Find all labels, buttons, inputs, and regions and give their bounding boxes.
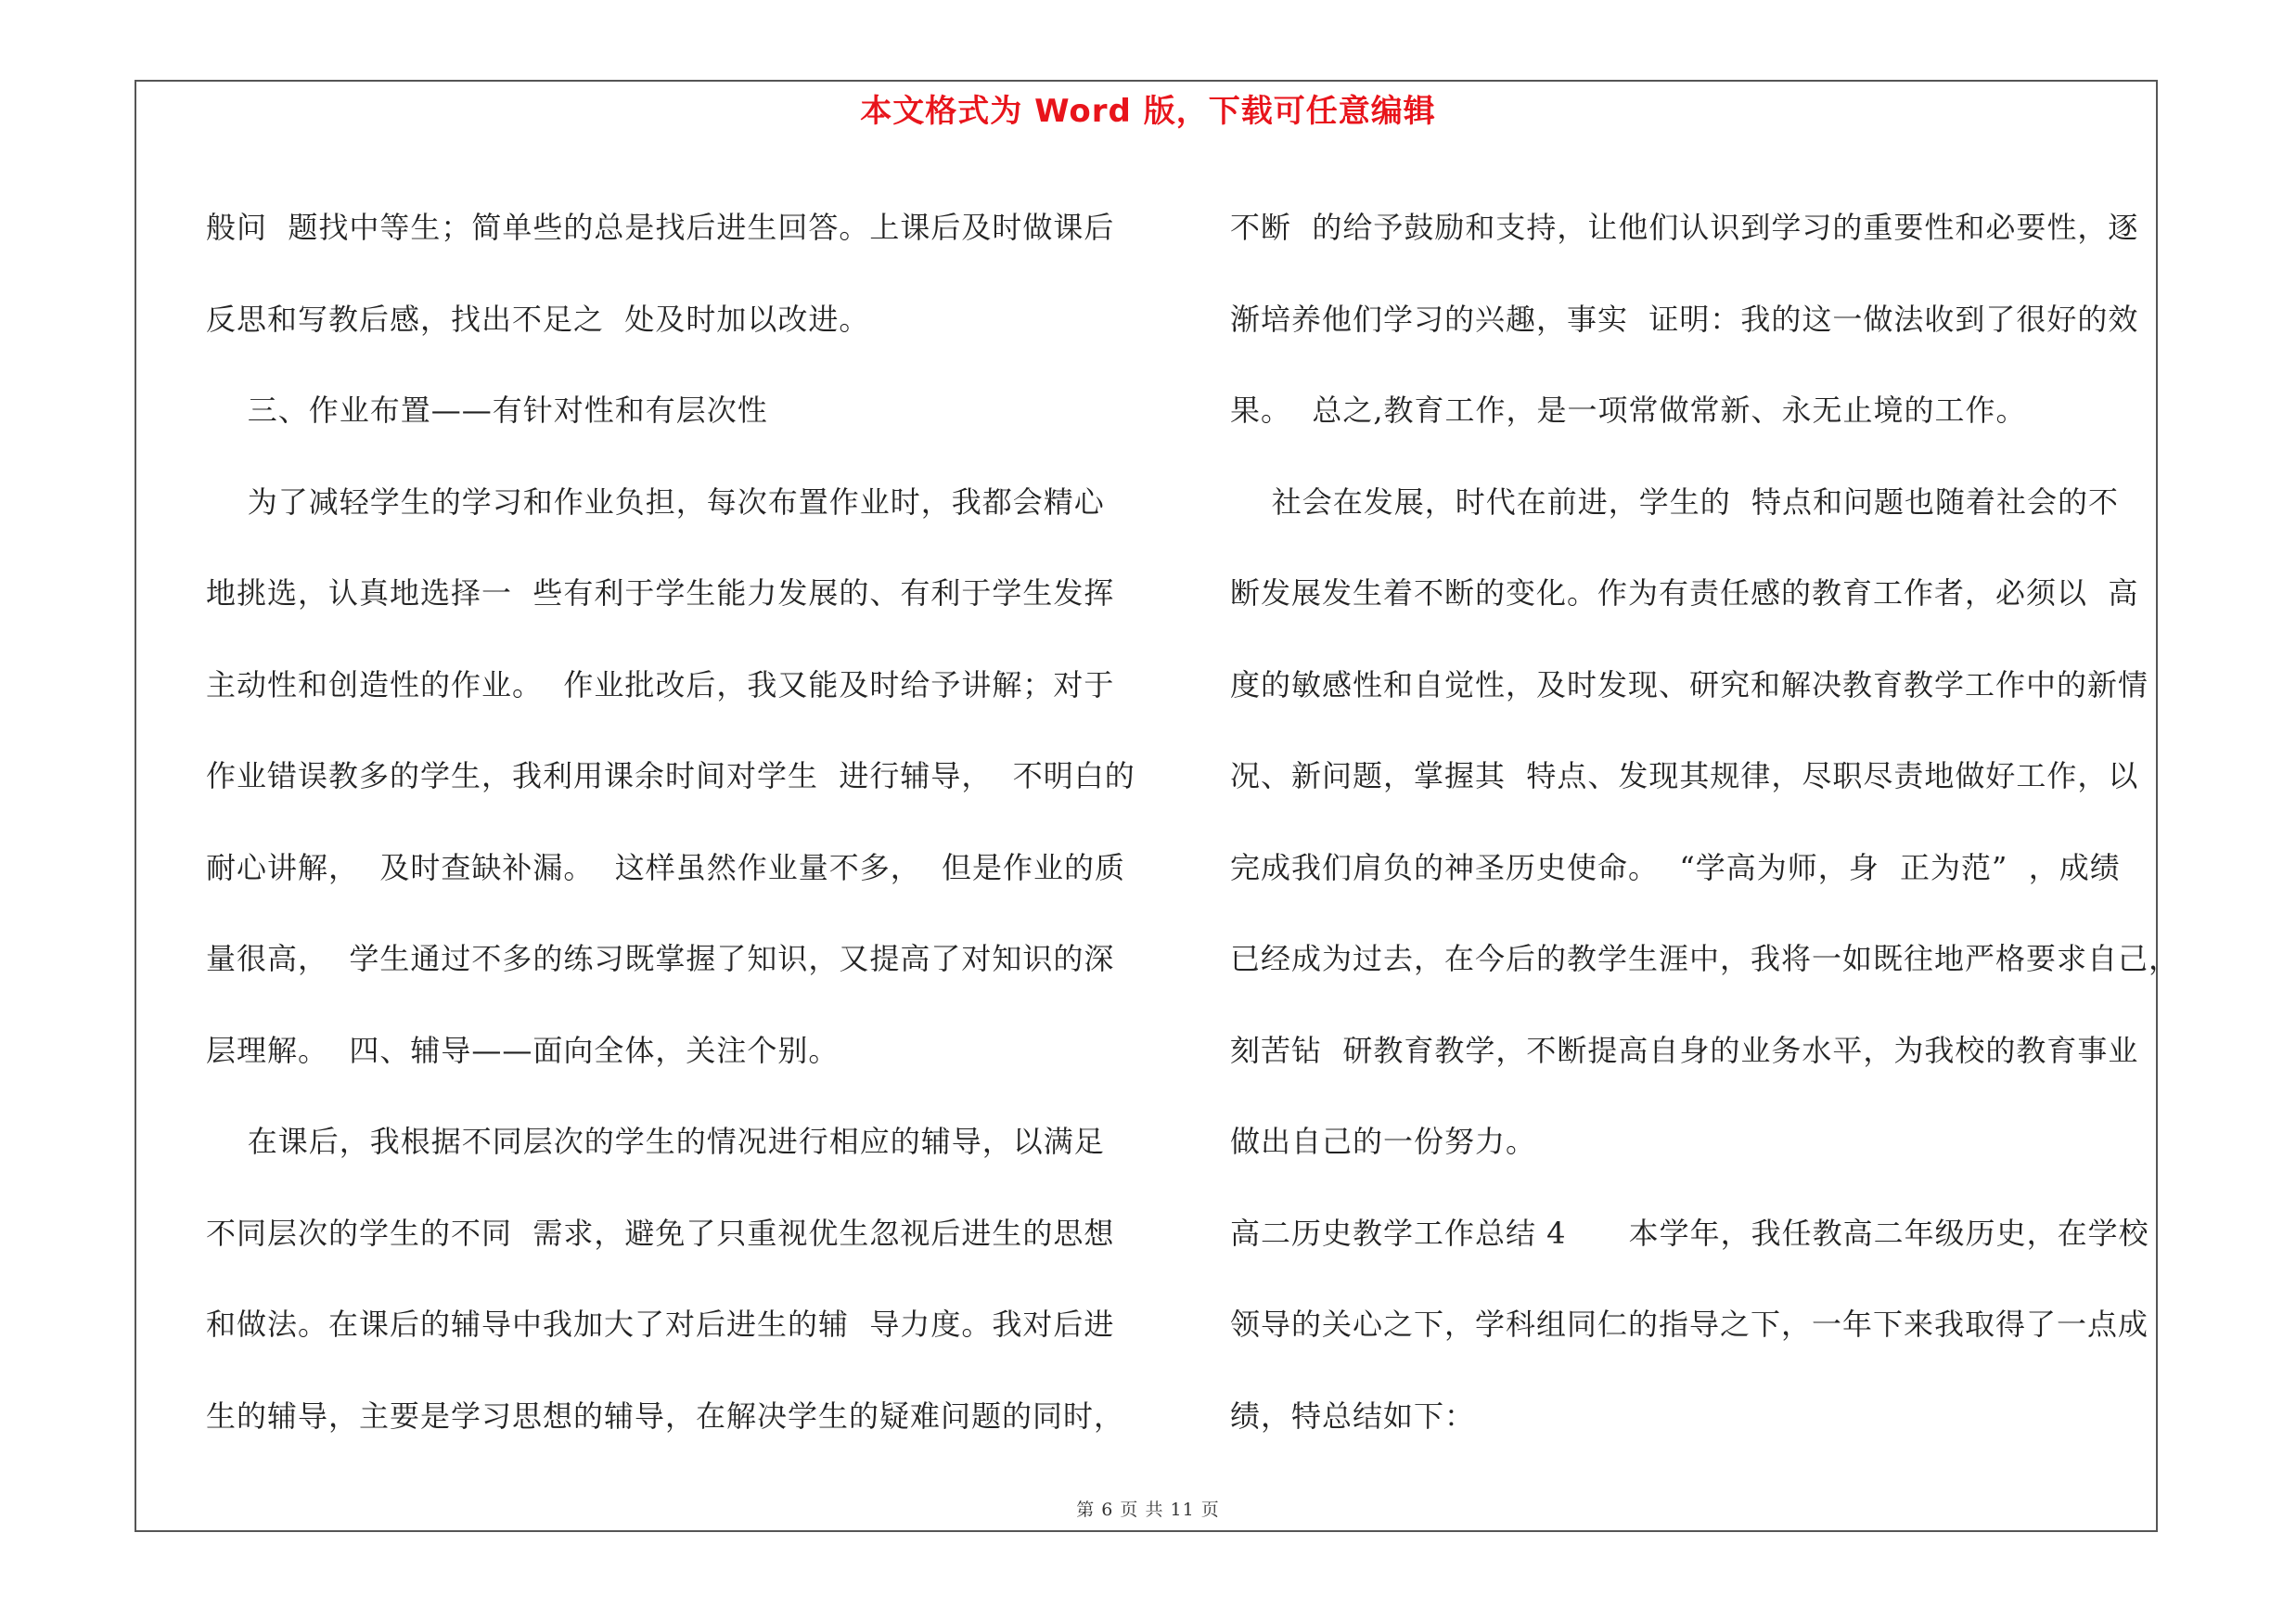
text-line: 刻苦钻 研教育教学，不断提高自身的业务水平，为我校的教育事业 — [1230, 1032, 2139, 1068]
section-title-line: 高二历史教学工作总结 4 本学年，我任教高二年级历史，在学校 — [1230, 1215, 2149, 1251]
section-heading: 三、作业布置——有针对性和有层次性 — [206, 393, 768, 428]
text-line: 不同层次的学生的不同 需求，避免了只重视优生忽视后进生的思想 — [206, 1215, 1115, 1251]
text-line: 为了减轻学生的学习和作业负担，每次布置作业时，我都会精心 — [206, 483, 1105, 520]
text-line: 在课后，我根据不同层次的学生的情况进行相应的辅导，以满足 — [206, 1124, 1105, 1159]
text-line: 层理解。 四、辅导——面向全体，关注个别。 — [206, 1032, 840, 1068]
text-line: 绩，特总结如下： — [1230, 1398, 1476, 1434]
text-line: 主动性和创造性的作业。 作业批改后，我又能及时给予讲解；对于 — [206, 666, 1115, 702]
text-line: 完成我们肩负的神圣历史使命。 “学高为师，身 正为范” ，成绩 — [1230, 849, 2121, 885]
text-line: 渐培养他们学习的兴趣，事实 证明：我的这一做法收到了很好的效 — [1230, 301, 2139, 337]
text-line: 作业错误教多的学生，我利用课余时间对学生 进行辅导， 不明白的 — [206, 758, 1135, 793]
text-line: 量很高， 学生通过不多的练习既掌握了知识，又提高了对知识的深 — [206, 941, 1115, 976]
text-line: 生的辅导，主要是学习思想的辅导，在解决学生的疑难问题的同时， — [206, 1398, 1125, 1434]
text-line: 社会在发展，时代在前进，学生的 特点和问题也随着社会的不 — [1230, 483, 2120, 520]
text-line: 耐心讲解， 及时查缺补漏。 这样虽然作业量不多， 但是作业的质 — [206, 849, 1126, 885]
text-line: 反思和写教后感，找出不足之 处及时加以改进。 — [206, 301, 870, 337]
text-line: 领导的关心之下，学科组同仁的指导之下，一年下来我取得了一点成 — [1230, 1307, 2149, 1342]
text-line: 般问 题找中等生；简单些的总是找后进生回答。上课后及时做课后 — [206, 210, 1115, 245]
format-banner: 本文格式为 Word 版，下载可任意编辑 — [860, 93, 1436, 130]
text-line: 况、新问题，掌握其 特点、发现其规律，尽职尽责地做好工作，以 — [1230, 758, 2139, 793]
text-line: 地挑选，认真地选择一 些有利于学生能力发展的、有利于学生发挥 — [206, 575, 1115, 611]
text-line: 度的敏感性和自觉性，及时发现、研究和解决教育教学工作中的新情 — [1230, 666, 2149, 702]
text-line: 已经成为过去，在今后的教学生涯中，我将一如既往地严格要求自己， — [1230, 941, 2180, 976]
text-line: 做出自己的一份努力。 — [1230, 1124, 1537, 1159]
page-number: 第 6 页 共 11 页 — [1076, 1500, 1220, 1520]
text-line: 果。 总之,教育工作，是一项常做常新、永无止境的工作。 — [1230, 393, 2027, 428]
left-column — [206, 182, 1152, 1462]
text-line: 和做法。在课后的辅导中我加大了对后进生的辅 导力度。我对后进 — [206, 1307, 1115, 1342]
text-line: 断发展发生着不断的变化。作为有责任感的教育工作者，必须以 高 — [1230, 575, 2139, 611]
right-column — [1230, 182, 2180, 1462]
text-line: 不断 的给予鼓励和支持，让他们认识到学习的重要性和必要性，逐 — [1230, 210, 2139, 245]
